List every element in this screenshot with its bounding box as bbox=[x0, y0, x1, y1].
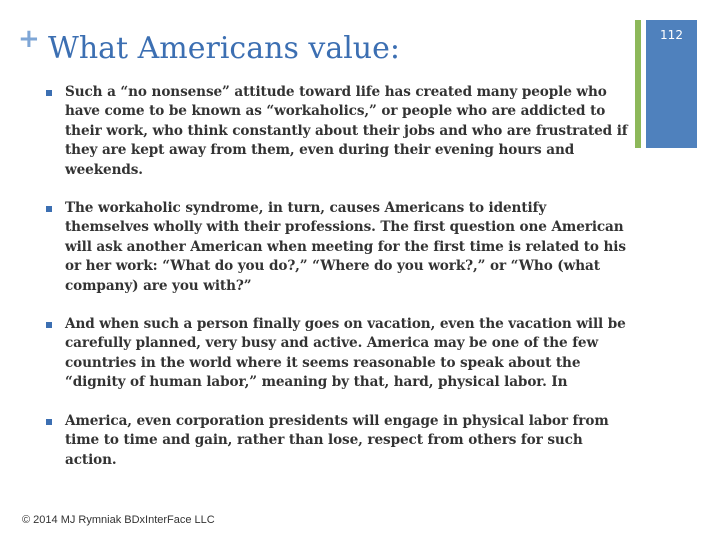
slide-title: What Americans value: bbox=[48, 31, 400, 66]
bullet-item bbox=[44, 412, 634, 470]
accent-green-bar bbox=[635, 20, 641, 148]
bullet-list bbox=[44, 83, 634, 489]
copyright-footer: © 2014 MJ Rymniak BDxInterFace LLC bbox=[22, 514, 215, 526]
bullet-item bbox=[44, 199, 634, 296]
bullet-text: The workaholic syndrome, in turn, causes Americans to identify themselves wholly with their professions. The first question one American will ask another American when meeting for the first time is related to his or her work: “What do you do?,” “Where do you work?,” or “Who (what company) are you with?” bbox=[65, 200, 626, 294]
slide-number: 112 bbox=[660, 28, 683, 42]
bullet-text: And when such a person finally goes on vacation, even the vacation will be carefully planned, very busy and active. America may be one of the few countries in the world where it seems reasonable to speak about the “dignity of human labor,” meaning by that, hard, physical labor. In bbox=[65, 316, 626, 391]
square-bullet-icon bbox=[46, 322, 52, 328]
bullet-item bbox=[44, 83, 634, 180]
bullet-item bbox=[44, 315, 634, 393]
title-plus-marker: + bbox=[18, 24, 40, 54]
square-bullet-icon bbox=[46, 419, 52, 425]
bullet-text: America, even corporation presidents will engage in physical labor from time to time and gain, rather than lose, respect from others for such action. bbox=[65, 412, 609, 468]
square-bullet-icon bbox=[46, 206, 52, 212]
bullet-text: Such a “no nonsense” attitude toward life has created many people who have come to be known as “workaholics,” or people who are addicted to their work, who think constantly about their jobs and who are frustrated if they are kept away from them, even during their evening hours and weekends. bbox=[65, 84, 628, 178]
square-bullet-icon bbox=[46, 90, 52, 96]
